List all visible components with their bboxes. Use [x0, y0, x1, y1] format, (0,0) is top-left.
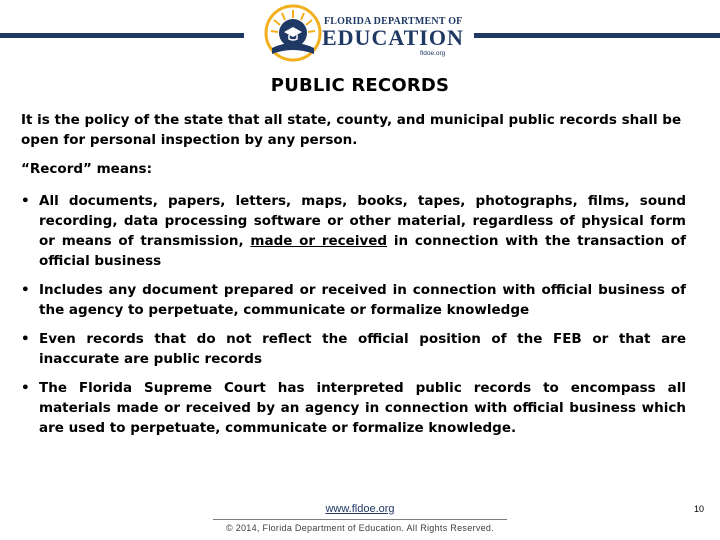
footer-website-link[interactable]: www.fldoe.org — [325, 503, 395, 515]
list-item — [21, 378, 686, 438]
bullet-icon: • — [21, 331, 30, 347]
list-item-text: All documents, papers, letters, maps, books, tapes, photographs, films, sound recording, data processing software or other material, regardless of physical form or means of transmission, — [39, 193, 686, 249]
list-item-text: Even records that do not reflect the official position of the FEB or that are inaccurate are public records — [39, 331, 686, 367]
list-item — [21, 280, 686, 320]
header-rule-right — [474, 33, 720, 38]
fldoe-logo — [264, 4, 464, 62]
intro-paragraph: It is the policy of the state that all state, county, and municipal public records shall be open for personal inspection by any person. — [21, 112, 682, 148]
page-title: PUBLIC RECORDS — [270, 75, 450, 96]
list-item-text: in connection with the transaction of official business — [39, 233, 686, 269]
sunburst-logo-icon — [264, 4, 322, 62]
record-definition-label: “Record” means: — [21, 161, 152, 177]
underlined-phrase: made or received — [250, 233, 388, 249]
list-item-text: Includes any document prepared or received in connection with official business of the agency to perpetuate, communicate or formalize knowledge — [39, 282, 686, 318]
definition-list — [21, 191, 686, 438]
logo-text-url: fldoe.org — [420, 50, 446, 57]
logo-text-top: FLORIDA DEPARTMENT OF — [324, 16, 463, 27]
list-item — [21, 329, 686, 369]
list-item-text: The Florida Supreme Court has interpreted public records to encompass all materials made or received by an agency in connection with official business which are used to perpetuate, communicate or formalize knowledge. — [39, 380, 686, 436]
footer-divider — [213, 519, 507, 520]
list-item — [21, 191, 686, 271]
bullet-icon: • — [21, 380, 30, 396]
header-rule-left — [0, 33, 244, 38]
logo-text-main: EDUCATION — [322, 25, 464, 50]
footer-copyright: © 2014, Florida Department of Education. All Rights Reserved. — [225, 523, 495, 533]
bullet-icon: • — [21, 193, 30, 209]
content — [21, 110, 686, 438]
bullet-icon: • — [21, 282, 30, 298]
page-number: 10 — [693, 504, 704, 514]
